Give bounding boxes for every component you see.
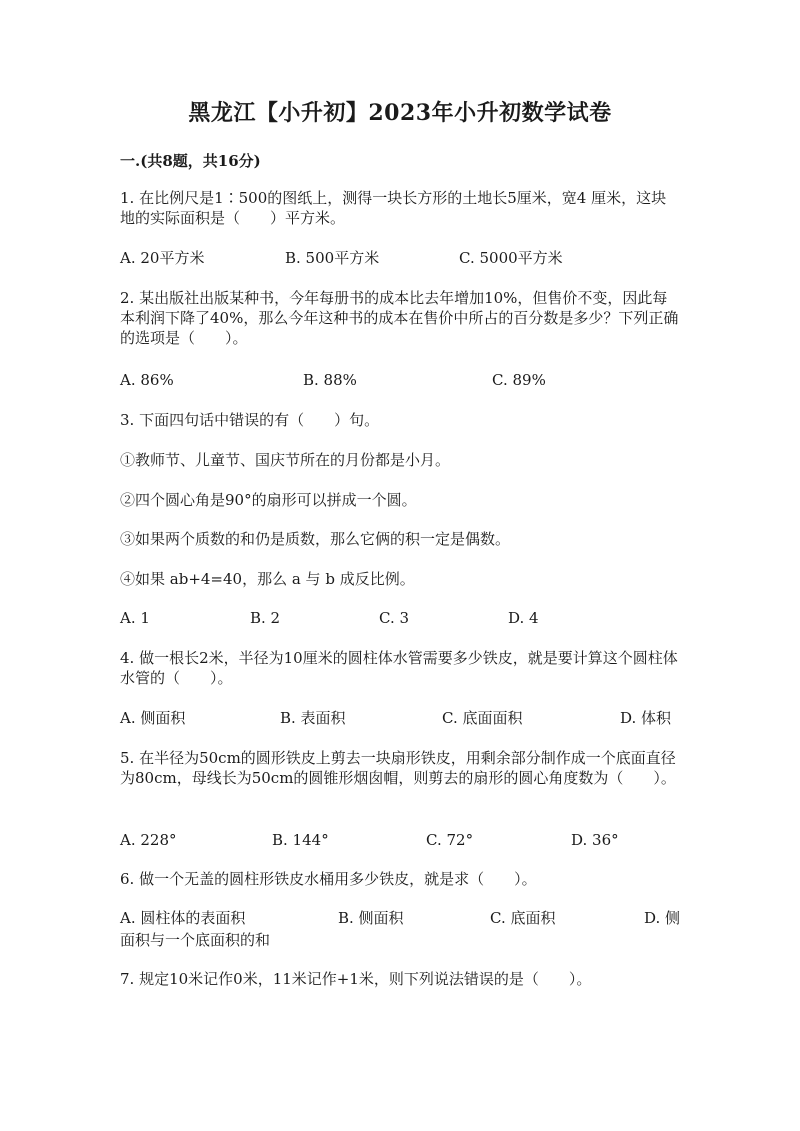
q5-option-d[interactable]: D. 36° — [571, 831, 619, 849]
question-4-stem: 4. 做一根长2米，半径为10厘米的圆柱体水管需要多少铁皮，就是要计算这个圆柱体水管的（ ）。 — [120, 649, 678, 687]
q5-option-b[interactable]: B. 144° — [272, 831, 329, 849]
section-heading: 一.(共8题，共16分) — [120, 152, 261, 170]
q6-option-b[interactable]: B. 侧面积 — [338, 909, 404, 927]
question-5-options — [120, 830, 680, 850]
q6-option-c[interactable]: C. 底面积 — [490, 909, 556, 927]
q1-option-c[interactable]: C. 5000平方米 — [459, 249, 563, 267]
q6-option-a[interactable]: A. 圆柱体的表面积 — [120, 909, 246, 927]
question-6-stem: 6. 做一个无盖的圆柱形铁皮水桶用多少铁皮，就是求（ ）。 — [120, 870, 537, 888]
q3-option-c[interactable]: C. 3 — [379, 609, 410, 627]
question-5-stem: 5. 在半径为50cm的圆形铁皮上剪去一块扇形铁皮，用剩余部分制作成一个底面直径为80cm，母线长为50cm的圆锥形烟囱帽，则剪去的扇形的圆心角度数为（ ）。 — [120, 749, 676, 787]
q4-option-b[interactable]: B. 表面积 — [280, 709, 346, 727]
q6-option-d[interactable]: D. 侧 — [644, 909, 681, 927]
q6-option-d-continued: 面积与一个底面积的和 — [120, 931, 271, 949]
question-3-stem: 3. 下面四句话中错误的有（ ）句。 — [120, 411, 380, 429]
q1-option-b[interactable]: B. 500平方米 — [285, 249, 380, 267]
q3-statement-2: ②四个圆心角是90°的扇形可以拼成一个圆。 — [120, 491, 417, 509]
q3-statement-3: ③如果两个质数的和仍是质数，那么它俩的积一定是偶数。 — [120, 530, 511, 548]
q3-option-b[interactable]: B. 2 — [250, 609, 281, 627]
q5-option-c[interactable]: C. 72° — [426, 831, 474, 849]
q5-option-a[interactable]: A. 228° — [120, 831, 177, 849]
q4-option-d[interactable]: D. 体积 — [620, 709, 672, 727]
question-2-stem: 2. 某出版社出版某种书，今年每册书的成本比去年增加10%，但售价不变，因此每本利润下降了40%，那么今年这种书的成本在售价中所占的百分数是多少？下列正确的选项是（ ）。 — [120, 289, 679, 347]
question-3-options — [120, 608, 680, 628]
question-6-options — [120, 908, 680, 928]
page-title: 黑龙江【小升初】2023年小升初数学试卷 — [188, 100, 612, 126]
q2-option-c[interactable]: C. 89% — [492, 371, 546, 389]
q4-option-c[interactable]: C. 底面面积 — [442, 709, 523, 727]
question-1-options — [120, 248, 680, 268]
question-4-options — [120, 708, 680, 728]
q4-option-a[interactable]: A. 侧面积 — [120, 709, 186, 727]
q3-option-a[interactable]: A. 1 — [120, 609, 150, 627]
question-2-options — [120, 370, 680, 390]
q3-statement-1: ①教师节、儿童节、国庆节所在的月份都是小月。 — [120, 451, 451, 469]
q2-option-b[interactable]: B. 88% — [303, 371, 357, 389]
q1-option-a[interactable]: A. 20平方米 — [120, 249, 205, 267]
question-1-stem: 1. 在比例尺是1∶500的图纸上，测得一块长方形的土地长5厘米，宽4 厘米，这块地的实际面积是（ ）平方米。 — [120, 189, 667, 227]
q3-option-d[interactable]: D. 4 — [508, 609, 539, 627]
q2-option-a[interactable]: A. 86% — [120, 371, 174, 389]
question-7-stem: 7. 规定10米记作0米，11米记作+1米，则下列说法错误的是（ ）。 — [120, 970, 592, 988]
q3-statement-4: ④如果 ab+4=40，那么 a 与 b 成反比例。 — [120, 570, 415, 588]
